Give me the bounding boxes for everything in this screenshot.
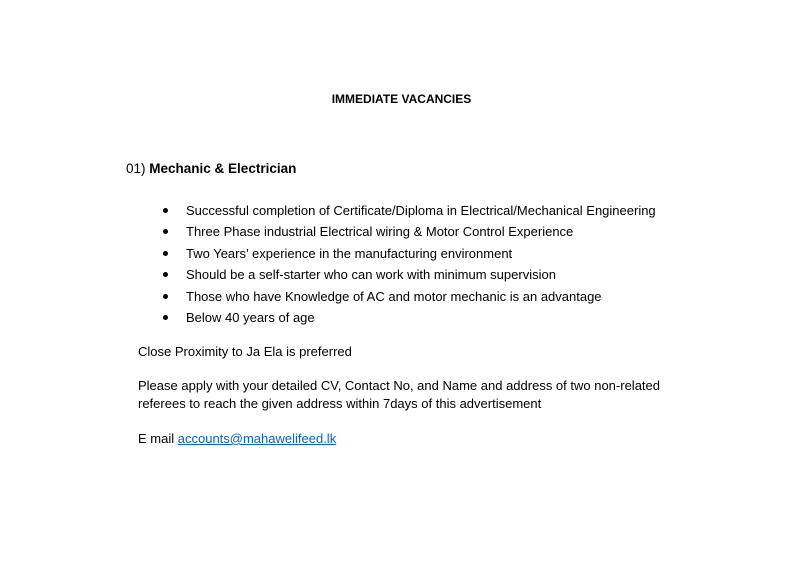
list-item <box>158 309 656 330</box>
list-item <box>158 245 656 266</box>
apply-line: referees to reach the given address within 7days of this advertisement <box>138 396 542 411</box>
bullet-icon <box>163 294 168 299</box>
requirement-text: Two Years’ experience in the manufacturing environment <box>186 245 513 261</box>
position-heading <box>126 161 296 176</box>
email-label: E mail <box>138 431 175 446</box>
list-item <box>158 202 656 223</box>
bullet-icon <box>163 315 168 320</box>
position-number: 01) <box>126 161 146 176</box>
apply-line: Please apply with your detailed CV, Contact No, and Name and address of two non-related <box>138 378 660 393</box>
bullet-icon <box>163 272 168 277</box>
requirement-text: Below 40 years of age <box>186 309 315 325</box>
proximity-note: Close Proximity to Ja Ela is preferred <box>138 344 352 359</box>
list-item <box>158 266 656 287</box>
position-name: Mechanic & Electrician <box>149 161 297 176</box>
list-item <box>158 288 656 309</box>
requirements-list <box>158 202 656 330</box>
requirement-text: Successful completion of Certificate/Diploma in Electrical/Mechanical Engineering <box>186 203 656 218</box>
email-link[interactable]: accounts@mahawelifeed.lk <box>177 431 337 446</box>
contact-email <box>138 430 336 448</box>
bullet-icon <box>163 208 168 213</box>
requirement-text: Three Phase industrial Electrical wiring & Motor Control Experience <box>186 224 574 240</box>
list-item <box>158 223 656 244</box>
requirement-text: Those who have Knowledge of AC and motor mechanic is an advantage <box>186 288 602 304</box>
requirement-text: Should be a self-starter who can work with minimum supervision <box>186 267 556 283</box>
bullet-icon <box>163 229 168 234</box>
bullet-icon <box>163 251 168 256</box>
page-title: IMMEDIATE VACANCIES <box>331 92 472 106</box>
apply-instructions <box>138 377 718 413</box>
